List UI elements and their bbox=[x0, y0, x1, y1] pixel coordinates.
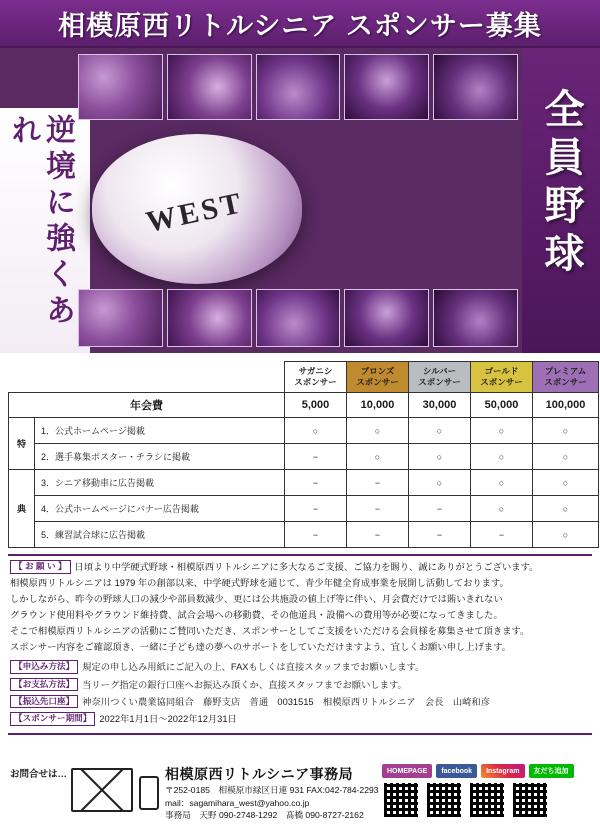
photo-thumb bbox=[78, 54, 163, 120]
photo-thumb bbox=[167, 289, 252, 347]
slogan-right: 全員野球 bbox=[539, 88, 584, 280]
request-paragraph-3: しかしながら、昨今の野球人口の減少や部員数減少、更には公共施設の値上げ等に伴い、月会費だけでは賄いきれない bbox=[10, 594, 503, 605]
plan-header-bronze: ブロンズ スポンサー bbox=[347, 362, 409, 393]
fee-silver: 30,000 bbox=[409, 393, 471, 418]
feature-2-gold: ○ bbox=[471, 444, 533, 470]
photo-thumb bbox=[78, 289, 163, 347]
feature-5-gold: − bbox=[471, 522, 533, 548]
plan-header-silver: シルバー スポンサー bbox=[409, 362, 471, 393]
feature-3-silver: ○ bbox=[409, 470, 471, 496]
envelope-icon bbox=[71, 768, 133, 812]
qr-code-facebook[interactable] bbox=[425, 781, 463, 819]
plan-header-saganishi: サガニシ スポンサー bbox=[285, 362, 347, 393]
footer-contact bbox=[8, 762, 592, 822]
feature-1-premium: ○ bbox=[533, 418, 599, 444]
facebook-button[interactable]: facebook bbox=[436, 764, 477, 778]
fee-saganishi: 5,000 bbox=[285, 393, 347, 418]
feature-label-3: 3．シニア移動車に広告掲載 bbox=[35, 470, 285, 496]
feature-row bbox=[9, 444, 599, 470]
plan-table-wrapper bbox=[0, 353, 600, 550]
feature-1-saganishi: ○ bbox=[285, 418, 347, 444]
fee-premium: 100,000 bbox=[533, 393, 599, 418]
info-row-payment bbox=[10, 677, 590, 693]
baseball-logo-text: WEST bbox=[143, 186, 247, 239]
contact-label: お問合せは… bbox=[10, 769, 68, 780]
feature-row bbox=[9, 522, 599, 548]
feature-5-silver: − bbox=[409, 522, 471, 548]
plan-header-premium: プレミアム スポンサー bbox=[533, 362, 599, 393]
slogan-left: 逆境に強くあれ bbox=[6, 114, 74, 330]
photo-thumb bbox=[433, 54, 518, 120]
feature-1-bronze: ○ bbox=[347, 418, 409, 444]
photo-thumb bbox=[256, 289, 341, 347]
info-text-payment: 当リーグ指定の銀行口座へお振込み頂くか、直接スタッフまでお願いします。 bbox=[82, 679, 407, 690]
social-block bbox=[382, 762, 592, 819]
organization-name: 相模原西リトルシニア事務局 bbox=[165, 766, 354, 782]
feature-2-saganishi: − bbox=[285, 444, 347, 470]
feature-label-1: 1．公式ホームページ掲載 bbox=[35, 418, 285, 444]
info-text-application: 規定の申し込み用紙にご記入の上、FAXもしくは直接スタッフまでお願いします。 bbox=[82, 662, 425, 673]
feature-5-saganishi: − bbox=[285, 522, 347, 548]
feature-3-gold: ○ bbox=[471, 470, 533, 496]
request-section bbox=[0, 556, 600, 655]
feature-4-silver: − bbox=[409, 496, 471, 522]
feature-label-5: 5．練習試合球に広告掲載 bbox=[35, 522, 285, 548]
info-tag-application: 【申込み方法】 bbox=[10, 660, 78, 674]
feature-4-saganishi: − bbox=[285, 496, 347, 522]
section-label-ten: 典 bbox=[9, 470, 35, 548]
info-tag-period: 【スポンサー期間】 bbox=[10, 712, 95, 726]
organization-email: mail：sagamihara_west@yahoo.co.jp bbox=[165, 797, 310, 808]
annual-fee-row bbox=[9, 393, 599, 418]
feature-4-premium: ○ bbox=[533, 496, 599, 522]
feature-2-premium: ○ bbox=[533, 444, 599, 470]
social-buttons bbox=[382, 764, 592, 778]
fee-gold: 50,000 bbox=[471, 393, 533, 418]
homepage-button[interactable]: HOMEPAGE bbox=[382, 764, 432, 778]
feature-5-bronze: − bbox=[347, 522, 409, 548]
photo-strip-bottom bbox=[78, 289, 518, 347]
info-row-period bbox=[10, 711, 590, 727]
qr-code-line[interactable] bbox=[511, 781, 549, 819]
feature-4-gold: ○ bbox=[471, 496, 533, 522]
feature-label-2: 2．選手募集ポスター・チラシに掲載 bbox=[35, 444, 285, 470]
feature-row bbox=[9, 496, 599, 522]
photo-strip-top bbox=[78, 54, 518, 120]
request-paragraph-6: スポンサー内容をご確認頂き、一緒に子ども達の夢へのサポートをしていただけますよう、宜しくお願い申し上げます。 bbox=[10, 642, 511, 653]
organization-address: 〒252-0185 相模原市緑区日連 931 FAX:042-784-2293 bbox=[165, 785, 379, 795]
request-paragraph-4: グラウンド使用料やグラウンド維持費、試合会場への移動費、その他道具・設備への費用等が必要になってきました。 bbox=[10, 610, 503, 621]
info-row-bank bbox=[10, 694, 590, 710]
feature-label-4: 4．公式ホームページにバナー広告掲載 bbox=[35, 496, 285, 522]
feature-3-premium: ○ bbox=[533, 470, 599, 496]
request-paragraph-5: そこで相模原西リトルシニアの活動にご賛同いただき、スポンサーとしてご支援をいただける会員様を募集させて頂きます。 bbox=[10, 626, 530, 637]
qr-code-homepage[interactable] bbox=[382, 781, 420, 819]
feature-1-silver: ○ bbox=[409, 418, 471, 444]
feature-4-bronze: − bbox=[347, 496, 409, 522]
sponsor-plan-table bbox=[8, 361, 599, 548]
info-text-period: 2022年1月1日〜2022年12月31日 bbox=[99, 714, 237, 725]
request-paragraph-1: 【 お 願 い 】 日頃より中学硬式野球・相模原西リトルシニアに多大なるご支援、ご協力を賜り、誠にありがとうございます。 bbox=[10, 560, 590, 575]
feature-row bbox=[9, 418, 599, 444]
organization-staff: 事務局 天野 090-2748-1292 髙橋 090-8727-2162 bbox=[165, 809, 364, 820]
phone-icon bbox=[139, 776, 159, 810]
fee-bronze: 10,000 bbox=[347, 393, 409, 418]
footer-section bbox=[0, 759, 600, 837]
photo-thumb bbox=[256, 54, 341, 120]
organization-block bbox=[165, 764, 382, 822]
feature-2-bronze: ○ bbox=[347, 444, 409, 470]
info-tag-bank: 【振込先口座】 bbox=[10, 695, 78, 709]
feature-1-gold: ○ bbox=[471, 418, 533, 444]
feature-2-silver: ○ bbox=[409, 444, 471, 470]
info-section bbox=[0, 656, 600, 727]
fee-label: 年会費 bbox=[9, 393, 285, 418]
page-header bbox=[0, 0, 600, 48]
info-text-bank: 神奈川つくい農業協同組合 藤野支店 普通 0031515 相模原西リトルシニア 会長 山崎和彦 bbox=[82, 696, 491, 707]
qr-code-group bbox=[382, 778, 592, 819]
table-corner bbox=[9, 362, 285, 393]
photo-thumb bbox=[344, 289, 429, 347]
request-paragraph-2: 相模原西リトルシニアは 1979 年の創部以来、中学硬式野球を通じて、青少年健全育成事業を展開し活動しております。 bbox=[10, 578, 509, 589]
feature-3-saganishi: − bbox=[285, 470, 347, 496]
table-header-row bbox=[9, 362, 599, 393]
line-button[interactable]: 友だち追加 bbox=[529, 764, 574, 778]
photo-thumb bbox=[433, 289, 518, 347]
hero-section bbox=[0, 48, 600, 353]
feature-3-bronze: − bbox=[347, 470, 409, 496]
divider-bottom bbox=[8, 733, 592, 735]
plan-header-gold: ゴールド スポンサー bbox=[471, 362, 533, 393]
instagram-button[interactable]: Instagram bbox=[481, 764, 524, 778]
request-tag: 【 お 願 い 】 bbox=[10, 560, 71, 574]
qr-code-instagram[interactable] bbox=[468, 781, 506, 819]
photo-thumb bbox=[344, 54, 429, 120]
photo-thumb bbox=[167, 54, 252, 120]
feature-row bbox=[9, 470, 599, 496]
feature-5-premium: ○ bbox=[533, 522, 599, 548]
info-row-application bbox=[10, 659, 590, 675]
info-tag-payment: 【お支払方法】 bbox=[10, 678, 78, 692]
section-label-toku: 特 bbox=[9, 418, 35, 470]
page-title: 相模原西リトルシニア スポンサー募集 bbox=[58, 10, 542, 41]
